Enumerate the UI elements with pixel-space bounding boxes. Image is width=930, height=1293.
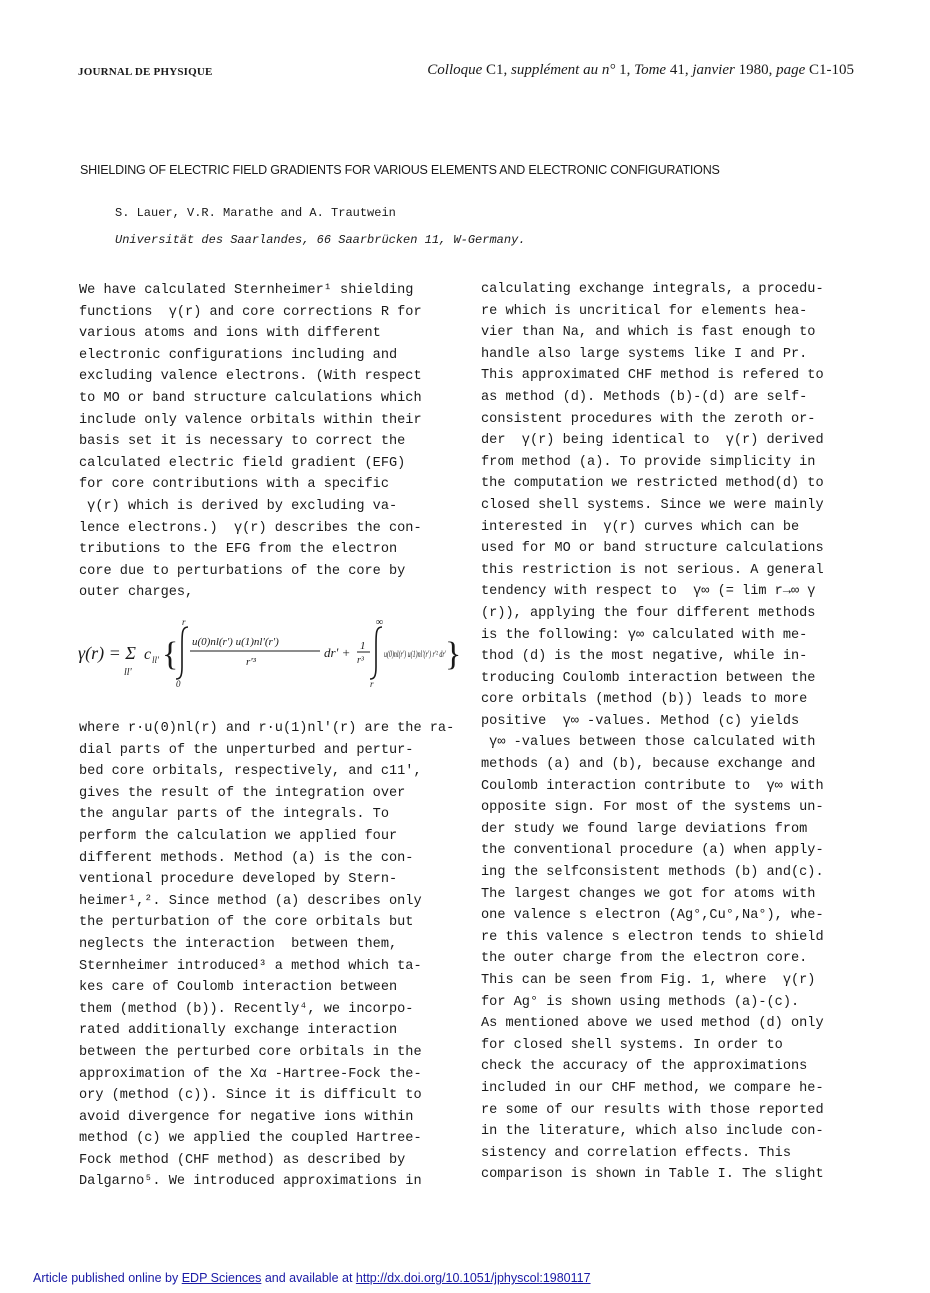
text-line: electronic configurations including and xyxy=(79,347,398,363)
text-line: for core contributions with a specific xyxy=(79,477,389,493)
tome-label: Tome xyxy=(634,62,667,78)
text-line: various atoms and ions with different xyxy=(79,326,381,342)
text-line: calculated electric field gradient (EFG) xyxy=(79,455,406,471)
publisher-link[interactable]: EDP Sciences xyxy=(181,1271,262,1285)
text-line: approximation of the Xα -Hartree-Fock the- xyxy=(79,1066,422,1082)
paper-title: SHIELDING OF ELECTRIC FIELD GRADIENTS FOR VARIOUS ELEMENTS AND ELECTRONIC CONFIGURATIONS xyxy=(80,163,720,177)
text-line: neglects the interaction between them, xyxy=(79,936,398,952)
text-line: This can be seen from Fig. 1, where γ(r) xyxy=(481,973,816,988)
text-line: the angular parts of the integrals. To xyxy=(79,807,389,823)
shielding-equation xyxy=(76,615,462,689)
journal-name: JOURNAL DE PHYSIQUE xyxy=(78,66,213,78)
text-line: outer charges, xyxy=(79,585,194,601)
brace-close: } xyxy=(445,636,462,673)
text-line: tendency with respect to γ∞ (= lim r→∞ γ xyxy=(481,584,816,600)
text-line: (r)), applying the four different methods xyxy=(481,605,816,621)
text-line: re which is uncritical for elements hea- xyxy=(481,303,808,319)
text-line: the conventional procedure (a) when apply- xyxy=(481,843,824,859)
text-line: ory (method (c)). Since it is difficult to xyxy=(79,1088,422,1104)
fraction-numerator: u(0)nl(r') u(1)nl'(r') xyxy=(192,636,279,648)
text-line: γ(r) which is derived by excluding va- xyxy=(79,498,398,514)
text-line: positive γ∞ -values. Method (c) yields xyxy=(481,713,800,729)
text-line: is the following: γ∞ calculated with me- xyxy=(481,627,808,643)
text-line: to MO or band structure calculations which xyxy=(79,390,422,406)
affiliation: Universität des Saarlandes, 66 Saarbrücken 11, W-Germany. xyxy=(115,233,526,247)
text-line: dial parts of the unperturbed and pertur- xyxy=(79,742,414,758)
left-column-bottom-text xyxy=(79,718,454,1193)
colloque-number: C1, xyxy=(482,62,512,78)
supplement-number: 1, xyxy=(615,62,635,78)
footer-prefix: Article published online by xyxy=(33,1271,182,1285)
year: 1980, xyxy=(734,62,777,78)
text-line: thod (d) is the most negative, while in- xyxy=(481,649,808,665)
brace-open: { xyxy=(162,636,179,673)
text-line: for closed shell systems. In order to xyxy=(481,1037,783,1053)
text-line: The largest changes we got for atoms with xyxy=(481,886,816,902)
text-line: the outer charge from the electron core. xyxy=(481,951,808,967)
text-line: the perturbation of the core orbitals but xyxy=(79,915,414,931)
text-line: closed shell systems. Since we were mainly xyxy=(481,497,824,513)
text-line: der γ(r) being identical to γ(r) derived xyxy=(481,433,824,449)
equation-coefficient: c xyxy=(144,646,152,663)
integral-2-body: u(0)nl(r') u(1)nl'(r') r'² dr' xyxy=(384,649,447,659)
author-list: S. Lauer, V.R. Marathe and A. Trautwein xyxy=(115,206,396,220)
text-line: different methods. Method (a) is the con- xyxy=(79,850,414,866)
text-line: calculating exchange integrals, a procedu- xyxy=(481,282,824,297)
text-line: functions γ(r) and core corrections R for xyxy=(79,304,422,320)
supplement-label: supplément au n° xyxy=(511,62,616,78)
text-line: include only valence orbitals within their xyxy=(79,412,422,428)
text-line: sistency and correlation effects. This xyxy=(481,1145,791,1161)
one-over-denominator: r³ xyxy=(357,655,364,666)
text-line: opposite sign. For most of the systems un- xyxy=(481,800,824,816)
text-line: tributions to the EFG from the electron xyxy=(79,542,398,558)
text-line: excluding valence electrons. (With respect xyxy=(79,369,422,385)
colloque-label: Colloque xyxy=(427,62,483,78)
integral-sign-2 xyxy=(370,627,382,679)
text-line: re this valence s electron tends to shield xyxy=(481,929,824,945)
text-line: This approximated CHF method is refered to xyxy=(481,368,824,384)
page-number: C1-105 xyxy=(805,62,854,78)
text-line: core orbitals (method (b)) leads to more xyxy=(481,692,808,708)
text-line: where r·u(0)nl(r) and r·u(1)nl'(r) are the ra- xyxy=(79,721,455,736)
text-line: kes care of Coulomb interaction between xyxy=(79,980,398,996)
text-line: avoid divergence for negative ions within xyxy=(79,1109,414,1125)
text-line: the computation we restricted method(d) to xyxy=(481,476,824,492)
right-column-text xyxy=(481,279,824,1186)
text-line: ventional procedure developed by Stern- xyxy=(79,872,398,888)
text-line: Dalgarno⁵. We introduced approximations in xyxy=(79,1174,422,1190)
text-line: as method (d). Methods (b)-(d) are self- xyxy=(481,389,808,405)
text-line: handle also large systems like I and Pr. xyxy=(481,346,808,362)
text-line: Coulomb interaction contribute to γ∞ with xyxy=(481,778,824,794)
fraction-denominator: r'³ xyxy=(246,656,256,668)
text-line: for Ag° is shown using methods (a)-(c). xyxy=(481,994,800,1010)
text-line: Fock method (CHF method) as described by xyxy=(79,1152,406,1168)
equation-sum-index: ll' xyxy=(124,667,132,678)
left-column-top-text xyxy=(79,280,422,604)
text-line: troducing Coulomb interaction between the xyxy=(481,670,816,686)
text-line: bed core orbitals, respectively, and c11', xyxy=(79,764,422,780)
integral-1-upper: r xyxy=(182,617,186,627)
text-line: ing the selfconsistent methods (b) and(c). xyxy=(481,865,824,881)
page-label: page xyxy=(776,62,806,78)
text-line: check the accuracy of the approximations xyxy=(481,1059,808,1075)
text-line: gives the result of the integration over xyxy=(79,785,406,801)
one-over-numerator: 1 xyxy=(360,640,366,652)
integral-1-lower: 0 xyxy=(176,679,181,689)
footer-middle: and available at xyxy=(261,1271,356,1285)
text-line: As mentioned above we used method (d) only xyxy=(481,1016,824,1032)
text-line: γ∞ -values between those calculated with xyxy=(481,735,816,751)
text-line: basis set it is necessary to correct the xyxy=(79,434,406,450)
text-line: We have calculated Sternheimer¹ shielding xyxy=(79,283,414,298)
publication-footer xyxy=(33,1271,591,1285)
text-line: lence electrons.) γ(r) describes the con- xyxy=(79,520,422,536)
text-line: consistent procedures with the zeroth or- xyxy=(481,411,816,427)
text-line: comparison is shown in Table I. The slight xyxy=(481,1167,824,1183)
text-line: vier than Na, and which is fast enough to xyxy=(481,325,816,341)
integral-2-lower: r xyxy=(370,679,374,689)
integral-2-upper: ∞ xyxy=(376,617,384,628)
text-line: one valence s electron (Ag°,Cu°,Na°), whe- xyxy=(481,908,824,924)
text-line: Sternheimer introduced³ a method which ta- xyxy=(79,958,422,974)
text-line: heimer¹,². Since method (a) describes only xyxy=(79,893,422,909)
tome-number: 41, xyxy=(666,62,693,78)
text-line: in the literature, which also include con- xyxy=(481,1124,824,1140)
text-line: re some of our results with those reported xyxy=(481,1102,824,1118)
text-line: them (method (b)). Recently⁴, we incorpo- xyxy=(79,1001,414,1017)
text-line: this restriction is not serious. A general xyxy=(481,562,824,578)
text-line: included in our CHF method, we compare he- xyxy=(481,1080,824,1096)
text-line: methods (a) and (b), because exchange and xyxy=(481,757,816,773)
text-line: core due to perturbations of the core by xyxy=(79,563,406,579)
text-line: used for MO or band structure calculations xyxy=(481,541,824,557)
text-line: method (c) we applied the coupled Hartree- xyxy=(79,1131,422,1147)
text-line: between the perturbed core orbitals in the xyxy=(79,1044,422,1060)
equation-lhs: γ(r) = Σ xyxy=(78,643,136,663)
text-line: perform the calculation we applied four xyxy=(79,828,398,844)
text-line: rated additionally exchange interaction xyxy=(79,1023,398,1039)
text-line: der study we found large deviations from xyxy=(481,821,808,837)
text-line: interested in γ(r) curves which can be xyxy=(481,519,800,535)
text-line: from method (a). To provide simplicity in xyxy=(481,454,816,470)
month-label: janvier xyxy=(692,62,735,78)
differential-1: dr' + xyxy=(324,645,351,660)
equation-coefficient-subscript: ll' xyxy=(152,655,159,665)
doi-link[interactable]: http://dx.doi.org/10.1051/jphyscol:1980117 xyxy=(355,1271,591,1285)
issue-info xyxy=(427,62,854,79)
